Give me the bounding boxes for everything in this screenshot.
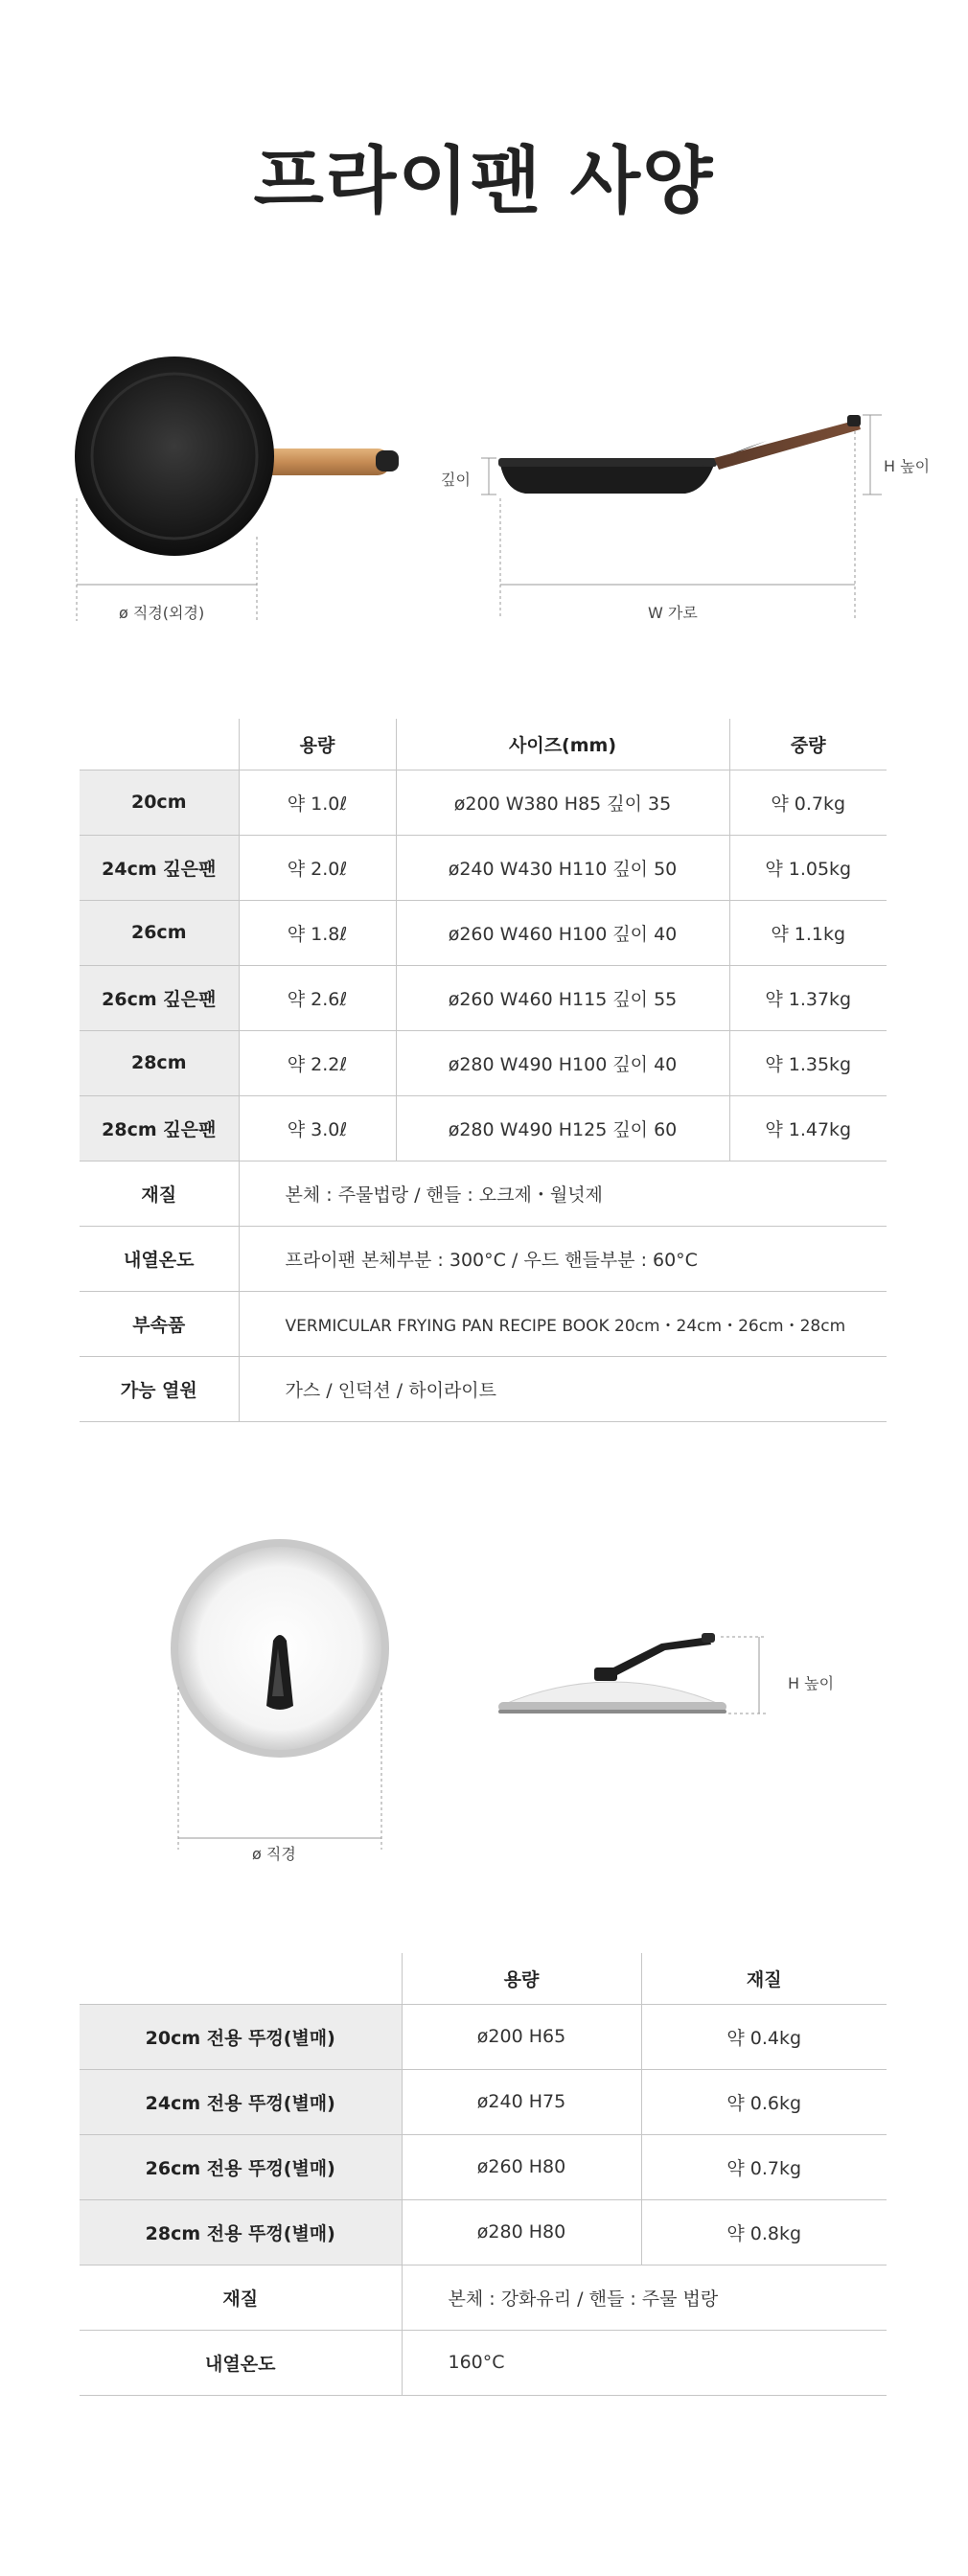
pan-diagram — [0, 0, 968, 671]
row-size: ø260 H80 — [402, 2134, 641, 2199]
info-value: 160°C — [402, 2330, 887, 2395]
row-weight: 약 1.37kg — [729, 965, 887, 1030]
row-size: ø260 W460 H100 깊이 40 — [396, 900, 729, 965]
row-weight: 약 1.47kg — [729, 1095, 887, 1161]
info-value: VERMICULAR FRYING PAN RECIPE BOOK 20cm・24cm・26cm・28cm — [239, 1291, 887, 1356]
info-label: 재질 — [80, 2265, 402, 2330]
header-size: 사이즈(mm) — [396, 719, 729, 770]
diameter-label: ø 직경(외경) — [119, 604, 205, 622]
lid-spec-table — [80, 1953, 887, 2396]
row-name: 20cm 전용 뚜껑(별매) — [80, 2004, 402, 2069]
info-label: 부속품 — [80, 1291, 239, 1356]
info-value: 가스 / 인덕션 / 하이라이트 — [239, 1356, 887, 1421]
row-name: 26cm — [80, 900, 239, 965]
info-row — [80, 2330, 887, 2395]
table-row — [80, 2069, 887, 2134]
row-size: ø280 W490 H100 깊이 40 — [396, 1030, 729, 1095]
info-row — [80, 1291, 887, 1356]
info-row — [80, 2265, 887, 2330]
row-weight: 약 0.8kg — [641, 2199, 887, 2265]
lid-height-label: H 높이 — [788, 1674, 835, 1692]
row-size: ø240 W430 H110 깊이 50 — [396, 835, 729, 900]
table-row — [80, 2004, 887, 2069]
row-capacity: 약 2.2ℓ — [239, 1030, 396, 1095]
table-header-row — [80, 1953, 887, 2004]
row-weight: 약 0.7kg — [641, 2134, 887, 2199]
pan-side-view-image — [498, 415, 861, 494]
header-empty — [80, 1953, 402, 2004]
row-capacity: 약 1.8ℓ — [239, 900, 396, 965]
table-row — [80, 965, 887, 1030]
row-name: 28cm — [80, 1030, 239, 1095]
info-label: 내열온도 — [80, 2330, 402, 2395]
width-label: W 가로 — [648, 604, 698, 622]
row-weight: 약 0.6kg — [641, 2069, 887, 2134]
row-weight: 약 0.4kg — [641, 2004, 887, 2069]
lid-diameter-label: ø 직경 — [252, 1845, 296, 1863]
pan-top-view-image — [75, 356, 399, 556]
pan-spec-table — [80, 719, 887, 1422]
row-name: 28cm 전용 뚜껑(별매) — [80, 2199, 402, 2265]
header-empty — [80, 719, 239, 770]
lid-side-view-image — [498, 1633, 726, 1714]
info-value: 프라이팬 본체부분 : 300°C / 우드 핸들부분 : 60°C — [239, 1226, 887, 1291]
header-capacity: 용량 — [239, 719, 396, 770]
page-title: 프라이팬 사양 — [253, 138, 715, 223]
info-label: 재질 — [80, 1161, 239, 1226]
row-size: ø280 H80 — [402, 2199, 641, 2265]
info-label: 내열온도 — [80, 1226, 239, 1291]
table-row — [80, 770, 887, 835]
lid-top-view-image — [171, 1539, 389, 1758]
table-row — [80, 900, 887, 965]
header-weight: 중량 — [729, 719, 887, 770]
row-name: 20cm — [80, 770, 239, 835]
row-capacity: 약 3.0ℓ — [239, 1095, 396, 1161]
table-row — [80, 835, 887, 900]
depth-label: 깊이 — [441, 471, 471, 489]
info-value: 본체 : 주물법랑 / 핸들 : 오크제・월넛제 — [239, 1161, 887, 1226]
row-size: ø260 W460 H115 깊이 55 — [396, 965, 729, 1030]
row-weight: 약 1.05kg — [729, 835, 887, 900]
info-row — [80, 1161, 887, 1226]
table-row — [80, 2199, 887, 2265]
header-capacity: 용량 — [402, 1953, 641, 2004]
info-label: 가능 열원 — [80, 1356, 239, 1421]
row-weight: 약 1.35kg — [729, 1030, 887, 1095]
table-row — [80, 2134, 887, 2199]
table-row — [80, 1030, 887, 1095]
row-size: ø200 H65 — [402, 2004, 641, 2069]
row-size: ø200 W380 H85 깊이 35 — [396, 770, 729, 835]
info-row — [80, 1356, 887, 1421]
row-weight: 약 0.7kg — [729, 770, 887, 835]
row-capacity: 약 2.0ℓ — [239, 835, 396, 900]
row-name: 28cm 깊은팬 — [80, 1095, 239, 1161]
lid-diagram — [0, 1533, 968, 1898]
info-value: 본체 : 강화유리 / 핸들 : 주물 법랑 — [402, 2265, 887, 2330]
table-header-row — [80, 719, 887, 770]
row-name: 26cm 전용 뚜껑(별매) — [80, 2134, 402, 2199]
row-name: 26cm 깊은팬 — [80, 965, 239, 1030]
row-size: ø240 H75 — [402, 2069, 641, 2134]
row-name: 24cm 전용 뚜껑(별매) — [80, 2069, 402, 2134]
row-weight: 약 1.1kg — [729, 900, 887, 965]
header-material: 재질 — [641, 1953, 887, 2004]
row-capacity: 약 2.6ℓ — [239, 965, 396, 1030]
row-capacity: 약 1.0ℓ — [239, 770, 396, 835]
row-name: 24cm 깊은팬 — [80, 835, 239, 900]
table-row — [80, 1095, 887, 1161]
info-row — [80, 1226, 887, 1291]
height-label: H 높이 — [884, 457, 931, 475]
row-size: ø280 W490 H125 깊이 60 — [396, 1095, 729, 1161]
